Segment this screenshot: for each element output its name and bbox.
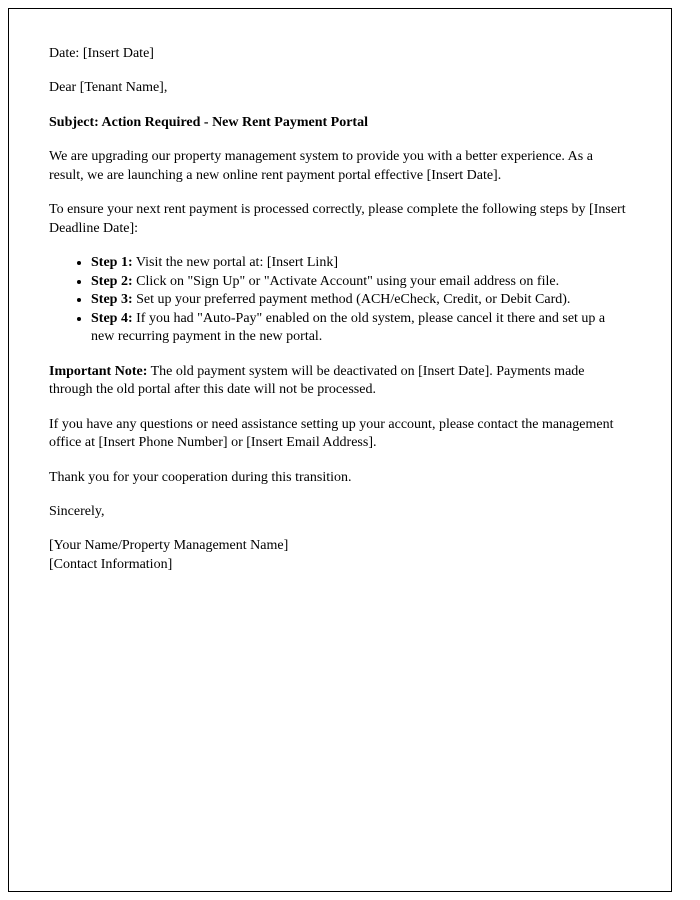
step-2-text: Click on "Sign Up" or "Activate Account" using your email address on file.	[132, 273, 560, 289]
step-3-label: Step 3:	[91, 292, 133, 308]
step-1-label: Step 1:	[91, 255, 133, 271]
date-line: Date: [Insert Date]	[49, 46, 154, 61]
letter-page	[8, 8, 672, 892]
step-2-label: Step 2:	[91, 273, 133, 289]
steps-intro-paragraph: To ensure your next rent payment is processed correctly, please complete the following steps by [Insert Deadline Date]:	[49, 202, 626, 236]
important-note-paragraph	[49, 363, 631, 400]
signature-contact-line: [Contact Information]	[49, 556, 173, 572]
signature-block	[49, 537, 631, 574]
steps-list	[49, 254, 631, 346]
thanks-paragraph: Thank you for your cooperation during this transition.	[49, 469, 352, 485]
step-item-4	[91, 310, 631, 347]
salutation: Dear [Tenant Name],	[49, 80, 168, 96]
step-3-text: Set up your preferred payment method (ACH/eCheck, Credit, or Debit Card).	[132, 292, 571, 308]
closing-line: Sincerely,	[49, 503, 105, 519]
subject-line: Subject: Action Required - New Rent Payment Portal	[49, 114, 368, 130]
intro-paragraph: We are upgrading our property management system to provide you with a better experience. As a result, we are launching a new online rent payment portal effective [Insert Date].	[49, 149, 593, 183]
step-4-label: Step 4:	[91, 310, 133, 326]
important-note-text: The old payment system will be deactivated on [Insert Date]. Payments made through the old portal after this date will not be processed.	[49, 363, 585, 398]
step-item-2	[91, 273, 631, 291]
step-item-1	[91, 254, 631, 272]
step-1-text: Visit the new portal at: [Insert Link]	[132, 255, 338, 271]
signature-name-line: [Your Name/Property Management Name]	[49, 538, 289, 554]
contact-paragraph: If you have any questions or need assistance setting up your account, please contact the management office at [Insert Phone Number] or [Insert Email Address].	[49, 416, 614, 451]
step-item-3	[91, 291, 631, 309]
important-note-label: Important Note:	[49, 363, 148, 379]
letter-content	[9, 9, 671, 574]
step-4-text: If you had "Auto-Pay" enabled on the old system, please cancel it there and set up a new recurring payment in the new portal.	[91, 310, 606, 345]
